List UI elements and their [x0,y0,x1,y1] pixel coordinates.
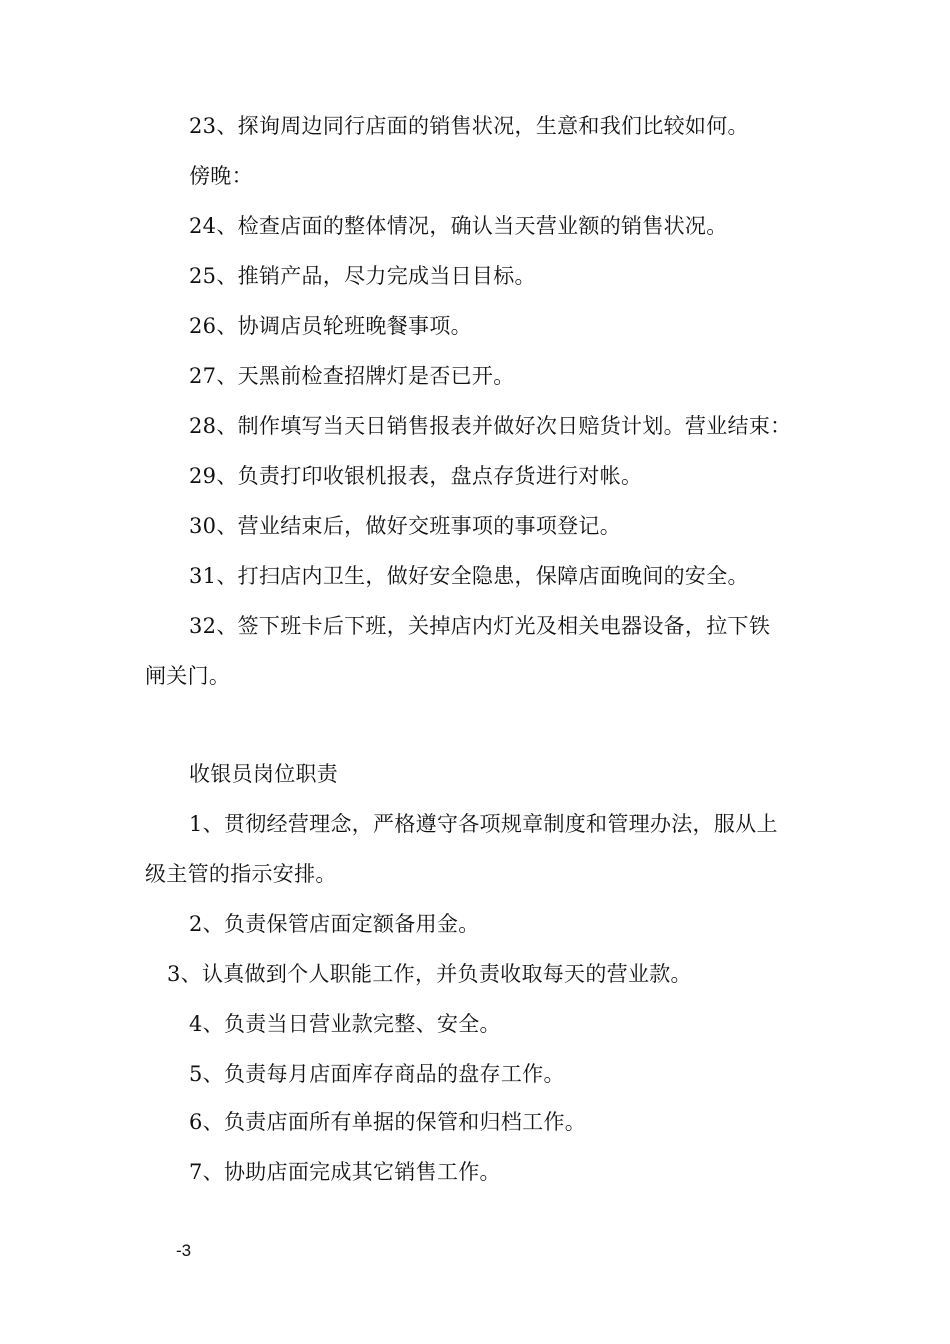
evening-item-26: 26、协调店员轮班晚餐事项。 [189,314,472,338]
cashier-item-4: 4、负责当日营业款完整、安全。 [189,1012,501,1036]
evening-item-30: 30、营业结束后，做好交班事项的事项登记。 [189,514,622,538]
cashier-item-5: 5、负责每月店面库存商品的盘存工作。 [189,1062,565,1086]
cashier-item-3: 3、认真做到个人职能工作，并负责收取每天的营业款。 [167,962,692,986]
evening-item-25: 25、推销产品，尽力完成当日目标。 [189,264,536,288]
evening-heading: 傍晚： [189,164,253,188]
evening-item-29: 29、负责打印收银机报表，盘点存货进行对帐。 [189,464,643,488]
evening-item-27: 27、天黑前检查招牌灯是否已开。 [189,364,515,388]
evening-item-32-line1: 32、签下班卡后下班，关掉店内灯光及相关电器设备，拉下铁 [189,614,771,638]
cashier-item-1-line2: 级主管的指示安排。 [145,862,337,886]
evening-item-23: 23、探询周边同行店面的销售状况，生意和我们比较如何。 [189,114,749,138]
page-number: -3 [176,1241,192,1260]
evening-item-28: 28、制作填写当天日销售报表并做好次日赔货计划。营业结束： [189,414,792,438]
cashier-item-1-line1: 1、贯彻经营理念，严格遵守各项规章制度和管理办法，服从上 [189,812,778,836]
cashier-item-6: 6、负责店面所有单据的保管和归档工作。 [189,1110,587,1134]
cashier-item-2: 2、负责保管店面定额备用金。 [189,912,480,936]
evening-item-31: 31、打扫店内卫生，做好安全隐患，保障店面晚间的安全。 [189,564,749,588]
evening-item-24: 24、检查店面的整体情况，确认当天营业额的销售状况。 [189,214,728,238]
cashier-item-7: 7、协助店面完成其它销售工作。 [189,1160,501,1184]
cashier-section-title: 收银员岗位职责 [189,762,339,786]
evening-item-32-line2: 闸关门。 [145,664,231,688]
